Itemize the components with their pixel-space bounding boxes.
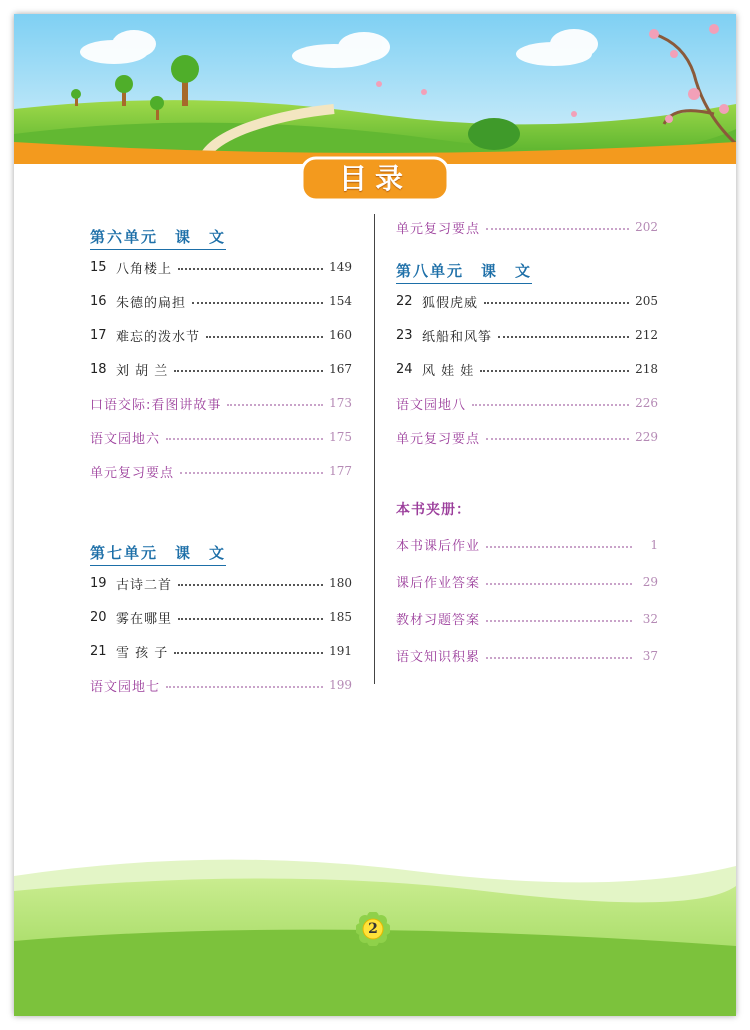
page-title: 目录 bbox=[338, 162, 411, 195]
toc-entry[interactable]: 22 狐假虎威 205 bbox=[396, 293, 658, 311]
right-column bbox=[396, 210, 658, 674]
left-column bbox=[90, 210, 352, 702]
toc-entry[interactable]: 18 刘 胡 兰 167 bbox=[90, 361, 352, 379]
appendix-title: 本书夹册： bbox=[396, 502, 471, 518]
appendix-entry[interactable]: 本书课后作业 1 bbox=[396, 537, 658, 554]
appendix-entry[interactable]: 课后作业答案 29 bbox=[396, 574, 658, 591]
toc-entry[interactable]: 24 风 娃 娃 218 bbox=[396, 361, 658, 379]
page bbox=[14, 14, 736, 1016]
toc-entry[interactable]: 语文园地七 199 bbox=[90, 678, 352, 695]
toc-entry[interactable]: 单元复习要点 202 bbox=[396, 220, 658, 237]
toc-entry[interactable]: 单元复习要点 229 bbox=[396, 430, 658, 447]
toc-entry[interactable]: 口语交际:看图讲故事 173 bbox=[90, 396, 352, 413]
toc-entry[interactable]: 单元复习要点 177 bbox=[90, 464, 352, 481]
toc-entry[interactable]: 20 雾在哪里 185 bbox=[90, 609, 352, 627]
section-heading-unit-8: 第八单元 课 文 bbox=[396, 244, 658, 284]
section-heading-unit-6: 第六单元 课 文 bbox=[90, 210, 352, 250]
section-heading-unit-7: 第七单元 课 文 bbox=[90, 526, 352, 566]
appendix-entry[interactable]: 语文知识积累 37 bbox=[396, 648, 658, 665]
toc-entry[interactable]: 21 雪 孩 子 191 bbox=[90, 643, 352, 661]
appendix-entry[interactable]: 教材习题答案 32 bbox=[396, 611, 658, 628]
toc-entry[interactable]: 23 纸船和风筝 212 bbox=[396, 327, 658, 345]
column-divider bbox=[374, 214, 375, 684]
toc-entry[interactable]: 19 古诗二首 180 bbox=[90, 575, 352, 593]
toc-entry[interactable]: 语文园地六 175 bbox=[90, 430, 352, 447]
appendix-list bbox=[396, 526, 658, 674]
page-number: 2 bbox=[368, 921, 378, 937]
toc-entry[interactable]: 16 朱德的扁担 154 bbox=[90, 293, 352, 311]
toc-entry[interactable]: 语文园地八 226 bbox=[396, 396, 658, 413]
toc-entry[interactable]: 17 难忘的泼水节 160 bbox=[90, 327, 352, 345]
toc-entry[interactable]: 15 八角楼上 149 bbox=[90, 259, 352, 277]
